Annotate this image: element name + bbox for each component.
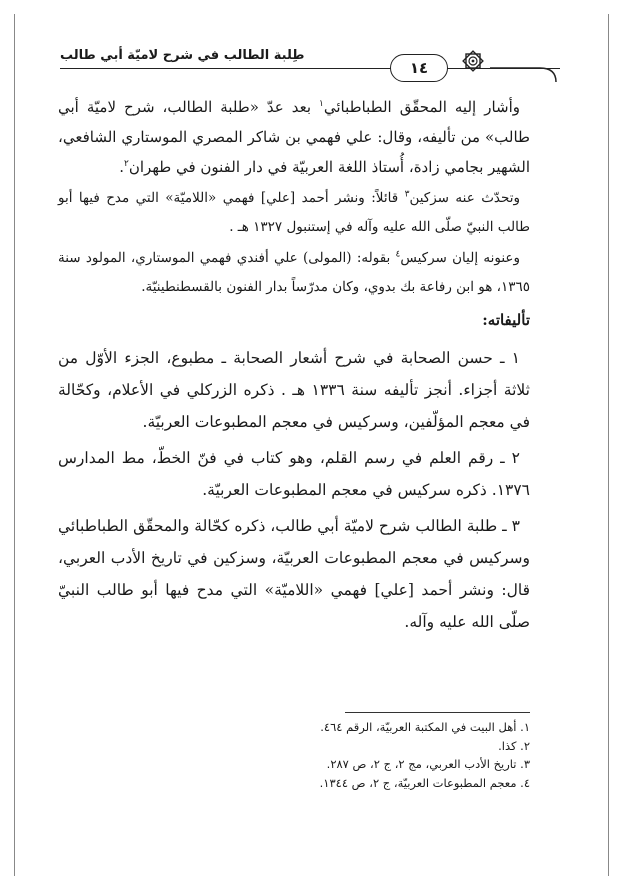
section-heading: تأليفاته: <box>482 311 530 329</box>
running-header <box>60 40 560 80</box>
header-corner-curve <box>490 54 560 84</box>
ornament-icon <box>458 46 488 76</box>
footnotes <box>58 718 530 792</box>
footnote-separator <box>345 712 530 713</box>
paragraph-3: وعنونه إليان سركيس$^٤$ بقوله: (المولى) علي أفندي فهمي الموستاري، المولود سنة ١٣٦٥، هو ابن رفاعة بك بدوي، وكان مدرّساً بدار الفنون بالقسطنطينيّة. <box>58 249 530 295</box>
running-title: طِلبة الطالب في شرح لاميّة أبي طالب <box>60 48 311 63</box>
footnote-4: ٤. معجم المطبوعات العربيّة، ج ٢، ص ١٣٤٤. <box>319 775 530 790</box>
paragraph-1: وأشار إليه المحقّق الطباطبائي$^١$ بعد عدّ «طلبة الطالب، شرح لاميّة أبي طالب» من تأليفه، وقال: علي فهمي بن شاكر المصري الموستاري الشافعي، الشهير بجامي زادة، أُستاذ اللغة العربيّة في دار الفنون في طهران$^٢$. <box>58 98 530 176</box>
footnote-3: ٣. تاريخ الأدب العربي، مج ٢، ج ٢، ص ٢٨٧. <box>326 757 530 771</box>
list-item-1: ١ ـ حسن الصحابة في شرح أشعار الصحابة ـ مطبوع، الجزء الأوّل من ثلاثة أجزاء. أنجز تأليفه سنة ١٣٣٦ هـ . ذكره الزركلي في الأعلام، وكحّالة في معجم المؤلّفين، وسركيس في معجم المطبوعات العربيّة. <box>58 349 530 431</box>
footnote-2: ٢. كذا. <box>498 738 530 753</box>
list-item-3: ٣ ـ طلبة الطالب شرح لاميّة أبي طالب، ذكره كحّالة والمحقّق الطباطبائي وسركيس في معجم المطبوعات العربيّة، وسزكين في تاريخ الأدب العربي، قال: ونشر أحمد [علي] فهمي «اللاميّة» التي مدح فيها أبو طالب النبيّ صلّى الله عليه وآله. <box>58 517 530 631</box>
paragraph-2: وتحدّث عنه سزكين$^٣$ قائلاً: ونشر أحمد [علي] فهمي «اللاميّة» التي مدح فيها أبو طالب النبيّ صلّى الله عليه وآله في إستنبول ١٣٢٧ هـ . <box>58 189 530 235</box>
page-number: ١٤ <box>390 54 448 82</box>
list-item-2: ٢ ـ رقم العلم في رسم القلم، وهو كتاب في فنّ الخطّ، مط المدارس ١٣٧٦. ذكره سركيس في معجم المطبوعات العربيّة. <box>58 449 530 499</box>
main-text <box>58 92 530 642</box>
footnote-1: ١. أهل البيت في المكتبة العربيّة، الرقم ٤٦٤. <box>320 720 530 734</box>
